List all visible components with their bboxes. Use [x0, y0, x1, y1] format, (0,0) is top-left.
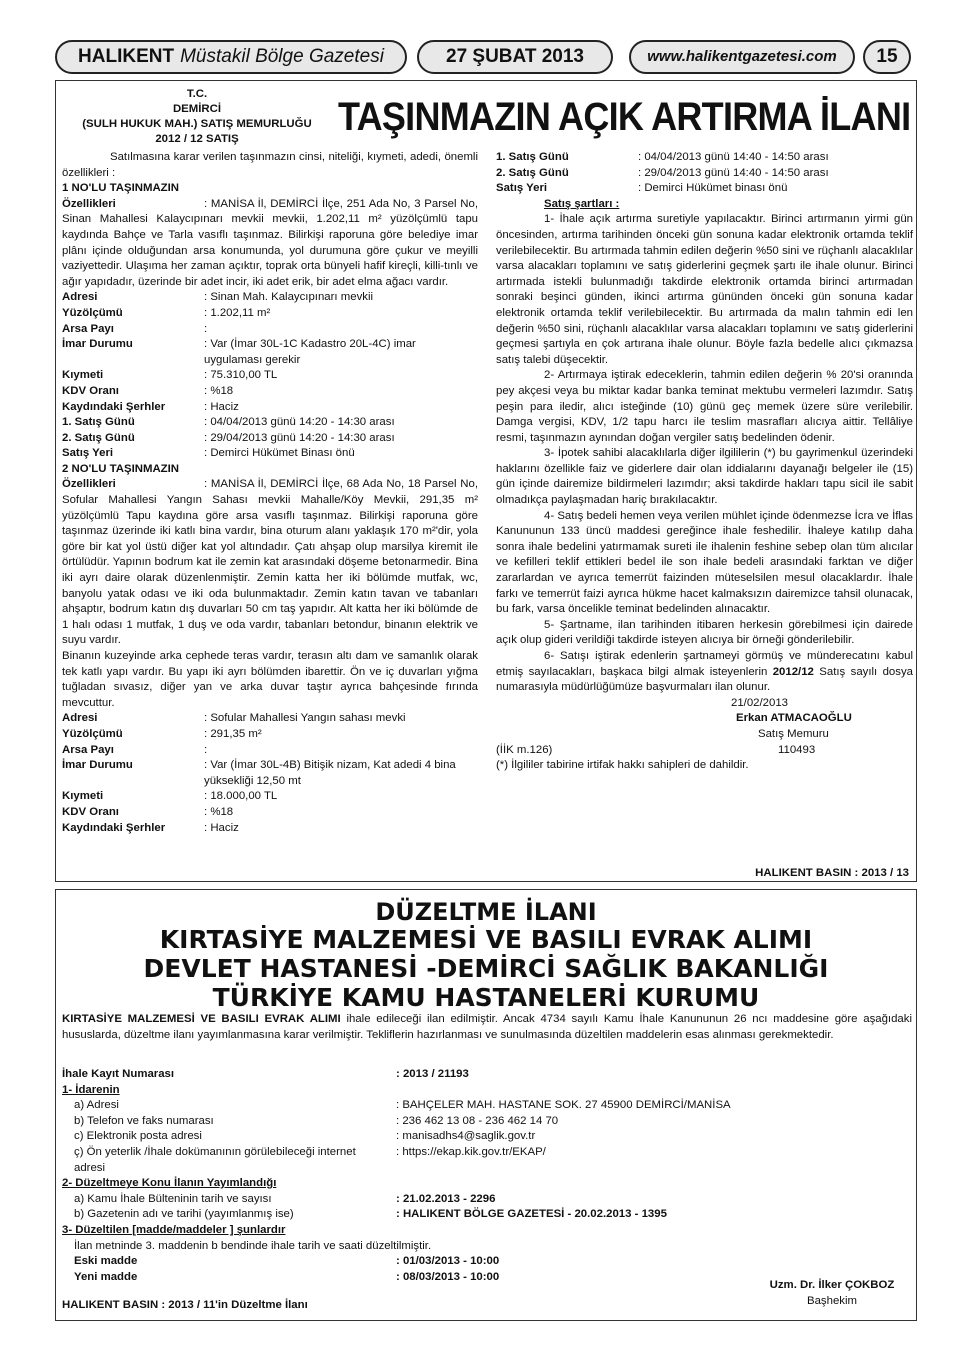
correction-publication-code: HALIKENT BASIN : 2013 / 11'in Düzeltme İlanı: [62, 1299, 308, 1311]
correction-signature: [752, 1278, 912, 1309]
field-label: Arsa Payı: [62, 322, 114, 335]
correction-subtitle: TÜRKİYE KAMU HASTANELERİ KURUMU: [212, 983, 760, 1012]
field-label: 1. Satış Günü: [496, 151, 569, 163]
field-value: : 18.000,00 TL: [204, 790, 278, 803]
field-value: : manisadhs4@saglik.gov.tr: [396, 1130, 536, 1143]
condition-item: 4- Satış bedeli hemen veya verilen mühlet içinde ödenmezse İcra ve İflas Kanununun 133 üncü maddesi gereğince ihale feshedilir. İhaleye katılıp daha sonra ihale bedelini yatırmamak sureti ile ihalenin feshine sebep olan tüm alıcılar ve kefilleri teklif ettikleri bedel ile son ihale bedeli arasındaki farktan ve diğer zararlardan ve ayrıca temerrüt faizinden müteselsilen mesul olacaklardır. İhale farkı ve temerrüt faizi ayrıca hükme hacet kalmaksızın dairemizce tahsil olunacak, bu fark, varsa öncelikle teminat bedelinden alınacaktır.: [496, 509, 913, 616]
page-number: 15: [863, 40, 911, 74]
masthead: [55, 40, 911, 76]
section-heading: 3- Düzeltilen [madde/maddeler ] şunlardır: [62, 1223, 286, 1236]
ekap-link[interactable]: : https://ekap.kik.gov.tr/EKAP/: [396, 1145, 546, 1158]
file-number: 2012/12: [772, 665, 814, 678]
conditions-heading: Satış şartları :: [544, 197, 620, 210]
field-label: Adresi: [62, 712, 98, 725]
field-label: KDV Oranı: [62, 805, 119, 818]
field-value: : 04/04/2013 günü 14:20 - 14:30 arası: [204, 416, 395, 429]
field-label: ç) Ön yeterlik /İhale dokümanının görülebileceği internet adresi: [74, 1145, 356, 1174]
field-value: : Demirci Hükümet Binası önü: [204, 447, 355, 460]
field-label: Kaydındaki Şerhler: [62, 400, 166, 413]
newspaper-name: [55, 40, 407, 74]
condition6-text: 6- Satışı iştirak edenlerin şartnameyi görmüş ve münderecatını kabul etmiş sayılacakları, başkaca bilgi almak isteyenlerin: [496, 650, 913, 678]
field-label: Satış Yeri: [496, 182, 548, 195]
features-text: : MANİSA İl, DEMİRCİ İlçe, 68 Ada No, 18 Parsel No, Sofular Mahallesi Yangın Sahası mevkii Mahalle/Köy Mevkii, 291,35 m² yüzölçümlü Tapu kaydına göre arsa vasıflı taşınmaz. Bilirkişi raporuna göre taşınmaz üzerinde iki katlı bina vardır, bina oturum alanı yaklaşık 170 m²'dir, yola göre bir kat yol üstü diğer kat yol altındadır. Çatı ahşap olup marsilya kiremit ile örtülüdür. Yapının bodrum kat ile zemin kat arasındaki döşeme betonarmedir. Bina iki ayrı daire olarak düzenlenmiştir. Zemin katta her iki bölümde mutfak, wc, banyolu yatak odası ve iki oda bulunmaktadır. Zemin katın tavan ve tabanları ahşaptır, bodrum katın dış duvarları 50 cm taş yapıdır. Alt katta her iki bölümde de 1 halı odası 1 mutfak, 1 duş ve oda vardır, tabanları betondur, binanın elektrik ve suyu vardır.: [62, 478, 478, 647]
paper-subtitle: Müstakil Bölge Gazetesi: [180, 46, 384, 68]
field-label: 1. Satış Günü: [62, 416, 135, 429]
condition-item: 2- Artırmaya iştirak edeceklerin, tahmin edilen değerin % 20'si oranında pey akçesi veya bu miktar kadar banka teminat mektubu vermeleri lazımdır. Satış peşin para iledir, alıcı isteğinde (10) günü geç memek üzere süre verilebilir. Damga vergisi, KDV, 1/2 tapu harcı ile teslim masrafları alıcıya aittir. Tellâliye resmi, taşınmazın aynından doğan vergiler satış bedelinden ödenir.: [496, 369, 913, 444]
website-link[interactable]: www.halikentgazetesi.com: [629, 40, 855, 74]
correction-title: DÜZELTME İLANI: [375, 898, 597, 926]
field-value: : Sofular Mahallesi Yangın sahası mevki: [204, 712, 406, 725]
field-label: Yüzölçümü: [62, 306, 123, 319]
field-value: : 29/04/2013 günü 14:40 - 14:50 arası: [638, 166, 829, 179]
property1-features: [62, 197, 478, 291]
field-value: : Demirci Hükümet binası önü: [638, 182, 788, 195]
correction-intro: [62, 1012, 912, 1043]
features-label: Özellikleri: [62, 197, 116, 210]
field-value: : 29/04/2013 günü 14:20 - 14:30 arası: [204, 431, 395, 444]
condition-item-6: [496, 649, 913, 696]
correction-subtitle: DEVLET HASTANESİ -DEMİRCİ SAĞLIK BAKANLIĞI: [143, 954, 829, 983]
field-label: Kıymeti: [62, 790, 104, 803]
field-value: : 75.310,00 TL: [204, 369, 278, 382]
field-value: : Var (İmar 30L-4B) Bitişik nizam, Kat adedi 4 bina yüksekliği 12,50 mt: [204, 759, 456, 787]
field-value: : BAHÇELER MAH. HASTANE SOK. 27 45900 DEMİRCİ/MANİSA: [396, 1099, 731, 1112]
field-label: c) Elektronik posta adresi: [74, 1130, 202, 1143]
iik-code: (İİK m.126): [496, 743, 553, 756]
condition-item: 1- İhale açık artırma suretiyle yapılacaktır. Birinci artırmanın yirmi gün öncesinden, artırma tarihinden önceki gün sonuna kadar elektronik ortamda teklif verilebilecektir. Bu artırmada tahmin edilen değerin %50 sini ve rüçhanlı alacaklılar varsa alacakları toplamını ve satış giderlerini geçmek şartı ile ihale olunur. Birinci artırmada istekli bulunmadığı takdirde elektronik ortamda birinci artırmadan sonraki beşinci günden, ikinci artırma gününden önceki gün sonuna kadar elektronik ortamda teklif verilebilecektir. Bu artırmada da malın tahmin edi len değerin %50 sini, rüçhanlı alacaklılar varsa alacakları toplamını ve satış giderlerini geçmesi şartıyla en çok artırana ihale olunur. Böyle fazla bedelle alıcı çıkmazsa satış talebi düşecektir.: [496, 213, 913, 366]
signer-title: Satış Memuru: [758, 727, 829, 740]
field-label: a) Kamu İhale Bülteninin tarih ve sayısı: [74, 1192, 272, 1205]
field-label: b) Telefon ve faks numarası: [74, 1114, 214, 1127]
field-value: : 291,35 m²: [204, 727, 262, 740]
features-text: : MANİSA İl, DEMİRCİ İlçe, 251 Ada No, 3 Parsel No, Sinan Mahallesi Kalaycıpınarı mevkii mevkii, 1.202,11 m² yüzölçümlü tapu kaydında Bahçe ve Tarla vasıflı taşınmaz. Bilirkişi raporuna göre belediye imar plânı içinde olduğundan arsa konumunda, yol durumuna göre çukur ve meyilli vaziyettedir. Ulaşıma her zaman açıktır, toprak orta bünyeli hafif kireçli, killi-tınlı ve ağır yapıdadır, üzerinde bir adet incir, iki adet erik, bir adet elma ağacı vardır.: [62, 197, 478, 288]
signer-title: Başhekim: [806, 1294, 857, 1307]
signer-name: Uzm. Dr. İlker ÇOKBOZ: [769, 1279, 895, 1291]
field-label: Satış Yeri: [62, 447, 114, 460]
field-value: :: [204, 743, 208, 756]
field-value: : 04/04/2013 günü 14:40 - 14:50 arası: [638, 151, 829, 163]
field-value: : %18: [204, 805, 234, 818]
field-label: 2. Satış Günü: [496, 166, 569, 179]
field-label: Adresi: [62, 291, 98, 304]
field-label: Kıymeti: [62, 369, 104, 382]
field-label: b) Gazetenin adı ve tarihi (yayımlanmış ise): [74, 1208, 294, 1221]
field-label: İmar Durumu: [62, 759, 133, 772]
intro-text: ihale edileceği ilan edilmiştir. Ancak 4734 sayılı Kamu İhale Kanununun 26 ncı maddesine göre aşağıdaki hususlarda, düzeltme ilanı yayımlanmasına karar verilmiştir. Tekliflerin hazırlanması ve sunulmasında düzeltilen maddelerin esas alınması gerekmektedir.: [62, 1013, 912, 1041]
correction-subtitle: KIRTASİYE MALZEMESİ VE BASILI EVRAK ALIMI: [159, 925, 813, 954]
court-line: (SULH HUKUK MAH.) SATIŞ MEMURLUĞU: [82, 118, 312, 130]
right-column: [496, 150, 913, 774]
correction-text: İlan metninde 3. maddenin b bendinde ihale tarih ve saati düzeltilmiştir.: [74, 1239, 432, 1252]
field-value: : Var (İmar 30L-1C Kadastro 20L-4C) imar uygulaması gerekir: [204, 338, 416, 366]
court-line: DEMİRCİ: [172, 103, 222, 115]
field-value: : 1.202,11 m²: [204, 306, 271, 319]
publication-code: HALIKENT BASIN : 2013 / 13: [755, 867, 909, 879]
condition-item: 3- İpotek sahibi alacaklılarla diğer ilgililerin (*) bu gayrimenkul üzerindeki haklarını özellikle faiz ve giderlere dair olan iddialarını dayanağı belgeler ile (15) gün içinde dairemize bildirmeleri lazımdır; aksi takdirde hakları tapu sicil ile sabit olmadıkça paylaşmadan hariç bırakılacaktır.: [496, 447, 913, 507]
correction-details: [62, 1067, 912, 1285]
field-label: İmar Durumu: [62, 338, 133, 351]
section-heading: 1- İdarenin: [62, 1083, 120, 1096]
property1-fields: [62, 290, 478, 462]
field-label: Kaydındaki Şerhler: [62, 821, 166, 834]
court-line: T.C.: [186, 88, 208, 100]
section-heading: 2- Düzeltmeye Konu İlanın Yayımlandığı: [62, 1177, 277, 1190]
field-value: : Sinan Mah. Kalaycıpınarı mevkii: [204, 291, 374, 304]
field-label: Eski madde: [74, 1255, 138, 1268]
signer-name: Erkan ATMACAOĞLU: [736, 712, 852, 725]
field-value: :: [204, 322, 208, 335]
intro-text: Satılmasına karar verilen taşınmazın cinsi, niteliği, kıymeti, adedi, önemli özellikleri :: [62, 151, 478, 179]
property2-fields: [62, 711, 478, 836]
field-label: 2. Satış Günü: [62, 431, 135, 444]
field-label: İhale Kayıt Numarası: [62, 1068, 175, 1080]
field-label: Yeni madde: [74, 1270, 138, 1283]
field-value: : 236 462 13 08 - 236 462 14 70: [396, 1114, 559, 1127]
field-label: Arsa Payı: [62, 743, 114, 756]
intro-bold: KIRTASİYE MALZEMESİ VE BASILI EVRAK ALIMI: [62, 1013, 341, 1025]
notice-date: 21/02/2013: [731, 696, 789, 709]
field-value: : Haciz: [204, 400, 239, 413]
left-column: [62, 150, 478, 836]
field-value: : 08/03/2013 - 10:00: [396, 1270, 500, 1283]
condition6-text-end: Satış sayılı dosya numarasıyla müdürlüğümüze başvurmaları ilan olunur.: [496, 665, 913, 694]
footnote: (*) İlgililer tabirine irtifak hakkı sahipleri de dahildir.: [496, 759, 749, 772]
code-row: [496, 743, 913, 759]
property2-features: [62, 477, 478, 649]
field-value: : %18: [204, 384, 234, 397]
property1-heading: 1 NO'LU TAŞINMAZIN: [62, 182, 180, 195]
property2-heading: 2 NO'LU TAŞINMAZIN: [62, 462, 180, 475]
property2-extra: Binanın kuzeyinde arka cephede teras vardır, terasın altı dam ve samanlık olarak tek katlı yapı vardır. Bu yapı iki ayrı bölümden ibarettir. Ön ve iç duvarları yığma tuğladan sıvasız, diğer yan ve arka duvar taştır ayrıca bahçesinde fırında mevcuttur.: [62, 650, 478, 709]
paper-name: HALIKENT: [78, 46, 175, 68]
field-value: : 21.02.2013 - 2296: [396, 1192, 496, 1205]
field-value: : HALIKENT BÖLGE GAZETESİ - 20.02.2013 - 1395: [396, 1208, 667, 1221]
field-value: : 01/03/2013 - 10:00: [396, 1255, 500, 1268]
notice-title: TAŞINMAZIN AÇIK ARTIRMA İLANI: [338, 95, 911, 139]
field-value: : 2013 / 21193: [396, 1068, 469, 1080]
field-label: Yüzölçümü: [62, 727, 123, 740]
field-label: a) Adresi: [74, 1099, 119, 1112]
condition-item: 5- Şartname, ilan tarihinden itibaren herkesin görebilmesi için dairede açık olup gideri verildiği takdirde isteyen alıcıya bir örneği gönderilebilir.: [496, 618, 913, 647]
field-value: : Haciz: [204, 821, 239, 834]
features-label: Özellikleri: [62, 478, 116, 491]
ref-number: 110493: [778, 743, 816, 756]
court-header: [62, 87, 332, 147]
field-label: KDV Oranı: [62, 384, 119, 397]
court-line: 2012 / 12 SATIŞ: [155, 133, 239, 145]
issue-date: 27 ŞUBAT 2013: [417, 40, 613, 74]
